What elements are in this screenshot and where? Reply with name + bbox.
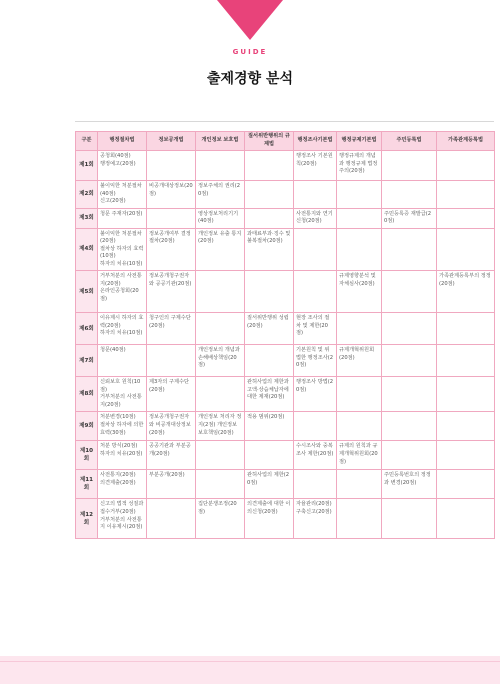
table-row [76, 271, 495, 313]
table-cell [294, 441, 337, 470]
table-cell [245, 151, 294, 181]
table-cell [196, 228, 245, 271]
table-cell [294, 228, 337, 271]
cell-text: 수시조사와 중복조사 제한(20점) [296, 443, 334, 457]
table-cell [437, 412, 495, 441]
table-cell [382, 412, 437, 441]
table-cell [294, 208, 337, 228]
table-row [76, 499, 495, 539]
table-cell [147, 181, 196, 209]
table-cell [147, 228, 196, 271]
table-cell [196, 181, 245, 209]
table-cell [147, 345, 196, 377]
table-cell [294, 499, 337, 539]
cell-text: 불이익한 처분절차(20점) 절차상 하자의 효력(10점) 하자의 치유(10점) [100, 230, 144, 267]
table-cell [337, 470, 382, 499]
row-label: 제4회 [76, 228, 98, 271]
table-cell [196, 441, 245, 470]
table-cell [98, 470, 147, 499]
table-cell [98, 412, 147, 441]
exam-trend-table [75, 131, 495, 539]
cell-text: 관허사업의 제한(20점) [247, 472, 290, 486]
table-cell [382, 499, 437, 539]
table-cell [382, 345, 437, 377]
table-cell [147, 208, 196, 228]
table-cell [437, 345, 495, 377]
table-cell [337, 208, 382, 228]
row-label: 제5회 [76, 271, 98, 313]
table-cell [196, 345, 245, 377]
table-cell [196, 313, 245, 345]
table-cell [337, 228, 382, 271]
cell-text: 부분공개(20점) [149, 472, 185, 479]
table-cell [147, 441, 196, 470]
column-header: 구분 [76, 132, 98, 151]
column-header: 정보공개법 [147, 132, 196, 151]
divider [75, 121, 494, 122]
table-cell [437, 271, 495, 313]
table-row [76, 470, 495, 499]
table-cell [245, 313, 294, 345]
row-label: 제3회 [76, 208, 98, 228]
cell-text: 정보공개청구권자와 비공개대상정보(20점) [149, 414, 191, 436]
table-row [76, 441, 495, 470]
cell-text: 주민등록번호의 정정과 변경(20점) [384, 472, 431, 486]
table-cell [437, 181, 495, 209]
cell-text: 처분 방식(20점) 하자의 치유(20점) [100, 443, 143, 457]
cell-text: 청문 주재자(20점) [100, 210, 143, 217]
cell-text: 신고의 법적 성질과 접수거부(20점) 거부처분의 사전통지 이유제시(20점) [100, 501, 144, 531]
table-cell [437, 313, 495, 345]
table-row [76, 181, 495, 209]
table-header-row [76, 132, 495, 151]
table-cell [437, 377, 495, 412]
table-cell [294, 412, 337, 441]
row-label: 제6회 [76, 313, 98, 345]
table-cell [98, 271, 147, 313]
cell-text: 현장 조사의 절차 및 제한(20점) [296, 315, 330, 337]
table-cell [147, 271, 196, 313]
table-cell [245, 345, 294, 377]
table-cell [245, 499, 294, 539]
table-cell [382, 470, 437, 499]
table-row [76, 412, 495, 441]
table-cell [196, 208, 245, 228]
table-cell [98, 181, 147, 209]
cell-text: 제3자의 구제수단(20점) [149, 379, 190, 393]
column-header: 주민등록법 [382, 132, 437, 151]
table-cell [294, 313, 337, 345]
cell-text: 적용 범위(20점) [247, 414, 285, 421]
table-row [76, 377, 495, 412]
table-cell [98, 441, 147, 470]
table-cell [196, 271, 245, 313]
table-cell [337, 181, 382, 209]
table-cell [147, 313, 196, 345]
cell-text: 공청회(40점) 행정예고(20점) [100, 153, 136, 167]
row-label: 제7회 [76, 345, 98, 377]
cell-text: 공공기관과 부분공개(20점) [149, 443, 191, 457]
cell-text: 처분변경(10점) 절차상 하자에 의한 효력(30점) [100, 414, 144, 436]
table-cell [245, 377, 294, 412]
table-cell [337, 499, 382, 539]
table-cell [382, 441, 437, 470]
table-cell [337, 377, 382, 412]
cell-text: 청문(40점) [100, 347, 126, 354]
table-cell [294, 151, 337, 181]
table-cell [437, 151, 495, 181]
table-cell [98, 377, 147, 412]
cell-text: 집단분쟁조정(20점) [198, 501, 237, 515]
row-label: 제11회 [76, 470, 98, 499]
table-cell [245, 271, 294, 313]
table-row [76, 345, 495, 377]
table-row [76, 313, 495, 345]
cell-text: 규제영향분석 및 자체심사(20점) [339, 273, 376, 287]
table-cell [147, 377, 196, 412]
cell-text: 정보공개청구권자와 공공기관(20점) [149, 273, 192, 287]
table-cell [98, 345, 147, 377]
cell-text: 이유제시 하자의 효력(20점) 하자의 치유(10점) [100, 315, 144, 337]
cell-text: 개인정보의 개념과 손해배상책임(20점) [198, 347, 240, 369]
cell-text: 불이익한 처분절차(40점) 신고(20점) [100, 183, 142, 205]
cell-text: 관허사업의 제한과 고액·상습체납자에 대한 제재(20점) [247, 379, 289, 401]
row-label: 제2회 [76, 181, 98, 209]
table-cell [196, 377, 245, 412]
table-cell [147, 499, 196, 539]
page-title: 출제경향 분석 [206, 71, 294, 87]
row-label: 제12회 [76, 499, 98, 539]
cell-text: 청구인의 구제수단(20점) [149, 315, 191, 329]
table-cell [245, 441, 294, 470]
row-label: 제8회 [76, 377, 98, 412]
table-cell [437, 470, 495, 499]
row-label: 제10회 [76, 441, 98, 470]
table-cell [382, 377, 437, 412]
cell-text: 행정조사 방법(20점) [296, 379, 334, 393]
cell-text: 신뢰보호 원칙(10점) 거부처분의 사전통지(20점) [100, 379, 142, 408]
table-cell [437, 499, 495, 539]
table-cell [437, 228, 495, 271]
cell-text: 과태료부과·징수 및 불복절차(20점) [247, 230, 291, 245]
table-cell [245, 228, 294, 271]
footer-line [0, 661, 500, 662]
column-header: 행정절차법 [98, 132, 147, 151]
cell-text: 정보공개여부 결정 절차(20점) [149, 230, 191, 245]
table-cell [147, 412, 196, 441]
table-cell [382, 271, 437, 313]
cell-text: 행정조사 기본원칙(20점) [296, 153, 333, 167]
table-row [76, 208, 495, 228]
cell-text: 질서위반행위 성립(20점) [247, 315, 289, 329]
table-row [76, 151, 495, 181]
table-cell [294, 271, 337, 313]
column-header: 질서위반행위의 규제법 [245, 132, 294, 151]
table-cell [245, 470, 294, 499]
column-header: 행정조사기본법 [294, 132, 337, 151]
cell-text: 자율관리(20점) 구축신고(20점) [296, 501, 332, 515]
column-header: 가족관계등록법 [437, 132, 495, 151]
table-cell [294, 377, 337, 412]
cell-text: 의견제출에 대한 이의신청(20점) [247, 501, 291, 515]
cell-text: 비공개대상정보(20점) [149, 183, 193, 197]
table-cell [437, 208, 495, 228]
cell-text: 주민등록증 재발급(20점) [384, 210, 432, 225]
table-cell [147, 470, 196, 499]
table-cell [382, 181, 437, 209]
column-header: 행정규제기본법 [337, 132, 382, 151]
table-cell [294, 345, 337, 377]
table-cell [147, 151, 196, 181]
table-cell [294, 181, 337, 209]
table-cell [337, 151, 382, 181]
cell-text: 거부처분의 사전통지(20점) 온라인공청회(20점) [100, 273, 142, 302]
table-cell [196, 412, 245, 441]
table-cell [382, 151, 437, 181]
table-cell [337, 412, 382, 441]
table-cell [98, 499, 147, 539]
cell-text: 기본원칙 및 위법한 행정조사(20점) [296, 347, 334, 369]
column-header: 개인정보 보호법 [196, 132, 245, 151]
table-cell [245, 208, 294, 228]
cell-text: 개인정보 처리자 정지(2점) 개인정보보호책임(20점) [198, 414, 242, 436]
table-cell [382, 313, 437, 345]
table-cell [382, 208, 437, 228]
table-cell [294, 470, 337, 499]
table-cell [437, 441, 495, 470]
table-cell [337, 345, 382, 377]
top-ribbon-triangle [217, 0, 283, 40]
row-label: 제9회 [76, 412, 98, 441]
table-cell [337, 313, 382, 345]
table-cell [98, 208, 147, 228]
table-cell [98, 151, 147, 181]
cell-text: 규제의 원칙과 규제개혁위원회(20점) [339, 443, 378, 465]
table-cell [245, 412, 294, 441]
table-cell [196, 499, 245, 539]
table-cell [98, 228, 147, 271]
table-cell [98, 313, 147, 345]
row-label: 제1회 [76, 151, 98, 181]
cell-text: 정보주체의 권리(20점) [198, 183, 241, 197]
table-cell [196, 470, 245, 499]
table-row [76, 228, 495, 271]
cell-text: 개인정보 유출 통지(20점) [198, 230, 242, 245]
cell-text: 규제개혁위원회(20점) [339, 347, 375, 361]
guide-eyebrow: GUIDE [232, 48, 268, 56]
table-cell [337, 271, 382, 313]
cell-text: 사전통지와 연기신청(20점) [296, 210, 333, 225]
cell-text: 가족관계등록부의 정정(20점) [439, 273, 491, 287]
table-cell [382, 228, 437, 271]
cell-text: 행정규제의 개념과 행정규제 법정주의(20점) [339, 153, 378, 175]
table-cell [196, 151, 245, 181]
cell-text: 영상정보처리기기(40점) [198, 210, 239, 225]
table-cell [337, 441, 382, 470]
cell-text: 사전통지(20점) 의견제출(20점) [100, 472, 136, 486]
table-cell [245, 181, 294, 209]
